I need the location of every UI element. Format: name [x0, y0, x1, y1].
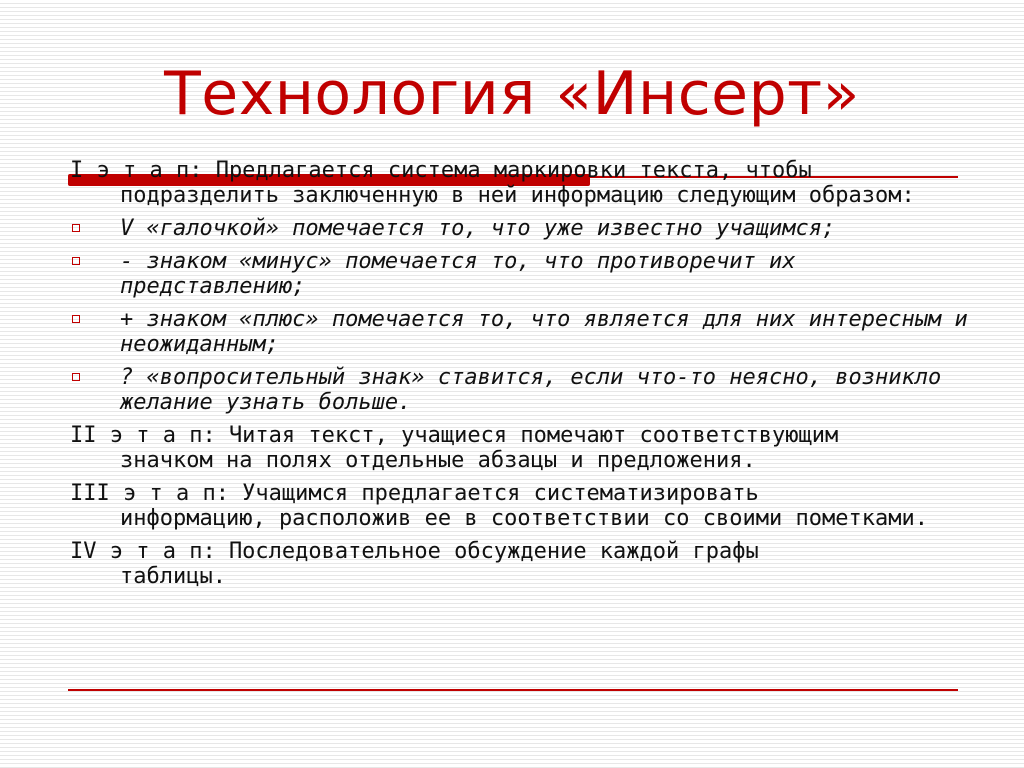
hollow-square-bullet-icon: [72, 257, 80, 265]
bullet-text: ? «вопросительный знак» ставится, если что-то неясно, возникло желание узнать больше.: [120, 365, 942, 415]
slide-content: [70, 158, 970, 597]
bottom-rule: [68, 689, 958, 691]
stage-2-lead: II э т а п: Читая текст, учащиеся помечают соответствующим: [70, 423, 839, 448]
stage-1-rest: подразделить заключенную в ней информацию следующим образом:: [120, 183, 915, 208]
bullet-text: - знаком «минус» помечается то, что противоречит их представлению;: [120, 249, 796, 299]
bullet-item-question: [70, 365, 970, 415]
stage-4-lead: IV э т а п: Последовательное обсуждение каждой графы: [70, 539, 759, 564]
hollow-square-bullet-icon: [72, 373, 80, 381]
stage-3-lead: III э т а п: Учащимся предлагается систематизировать: [70, 481, 759, 506]
bullet-text: V «галочкой» помечается то, что уже известно учащимся;: [120, 216, 836, 241]
stage-4-rest: таблицы.: [120, 564, 226, 589]
bullet-item-check: [70, 216, 970, 241]
stage-4: [70, 539, 970, 589]
bullet-text: + знаком «плюс» помечается то, что является для них интересным и неожиданным;: [120, 307, 968, 357]
stage-3-rest: информацию, расположив ее в соответствии со своими пометками.: [120, 506, 928, 531]
hollow-square-bullet-icon: [72, 315, 80, 323]
stage-1: [70, 158, 970, 208]
stage-1-lead: I э т а п: Предлагается система маркировки текста, чтобы: [70, 158, 812, 183]
stage-3: [70, 481, 970, 531]
slide-title: Технология «Инсерт»: [164, 59, 860, 129]
bullet-item-minus: [70, 249, 970, 299]
stage-2-rest: значком на полях отдельные абзацы и предложения.: [120, 448, 756, 473]
bullet-item-plus: [70, 307, 970, 357]
hollow-square-bullet-icon: [72, 224, 80, 232]
stage-2: [70, 423, 970, 473]
